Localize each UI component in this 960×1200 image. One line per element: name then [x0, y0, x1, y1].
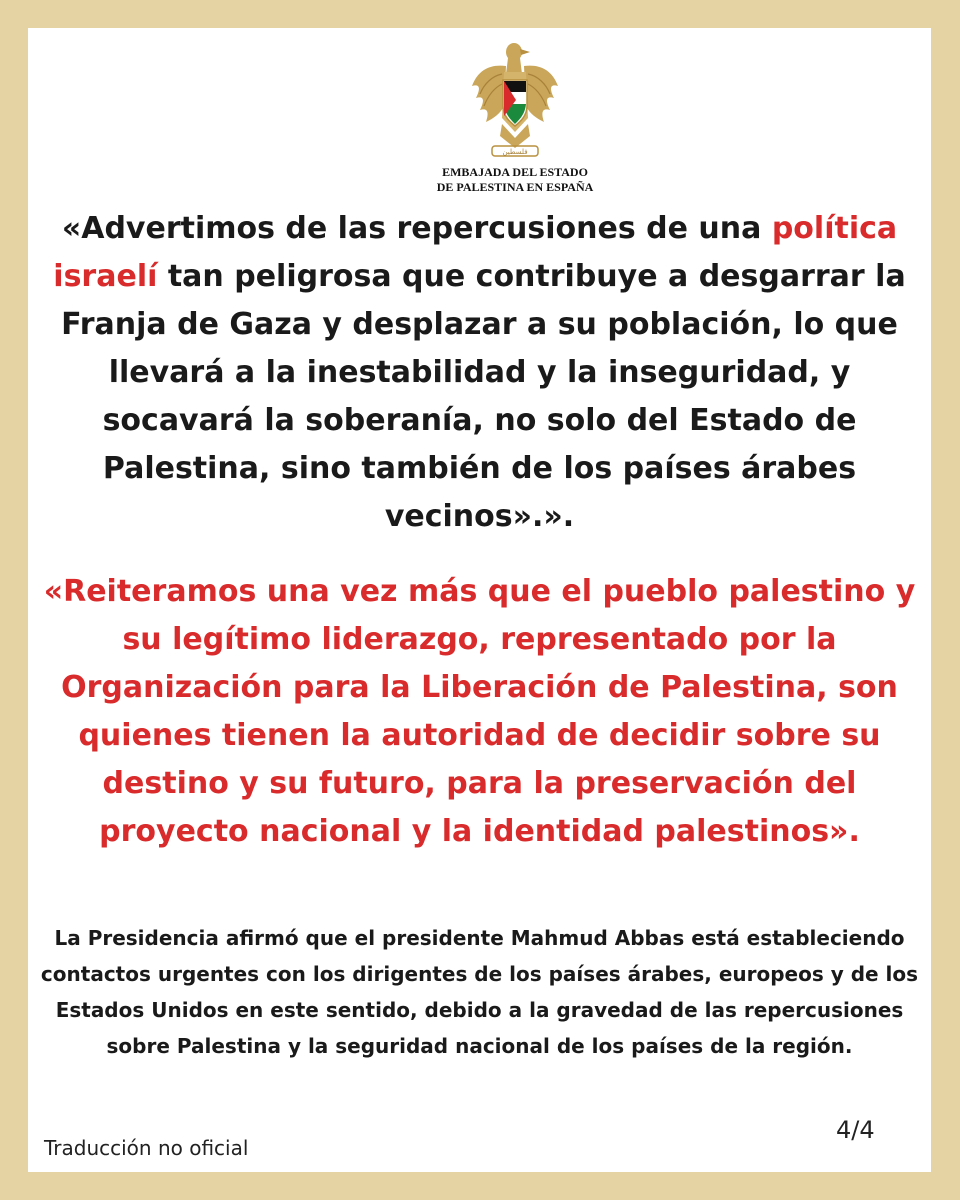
- presidency-statement: La Presidencia afirmó que el presidente Mahmud Abbas está estableciendo contactos urgentes con los dirigentes de los países árabes, europeos y de los Estados Unidos en este sentido, debido a la gravedad de las repercusiones sobre Palestina y la seguridad nacional de los países de la región.: [40, 926, 919, 1058]
- quote-warning-highlight: política israelí: [53, 211, 898, 294]
- quote-reiteration: «Reiteramos una vez más que el pueblo palestino y su legítimo liderazgo, representado por la Organización para la Liberación de Palestina, son quienes tienen la autoridad de decidir sobre su destino y su futuro, para la preservación del proyecto nacional y la identidad palestinos».: [43, 574, 916, 849]
- embassy-line-2: DE PALESTINA EN ESPAÑA: [436, 180, 594, 194]
- embassy-line-1: EMBAJADA DEL ESTADO: [442, 165, 588, 179]
- quote-warning-rest: tan peligrosa que contribuye a desgarrar la Franja de Gaza y desplazar a su población, lo que llevará a la inestabilidad y la inseguridad, y socavará la soberanía, no solo del Estado de Palestina, sino también de los países árabes vecinos».».: [61, 259, 906, 534]
- emblem-script: فلسطين: [502, 148, 528, 156]
- embassy-name: [380, 165, 650, 195]
- quote-warning: [28, 205, 931, 541]
- page-number: 4/4: [836, 1116, 875, 1144]
- translation-disclaimer: Traducción no oficial: [44, 1136, 249, 1160]
- quote-warning-open: «Advertimos de las repercusiones de una: [61, 211, 772, 246]
- eagle-of-saladin-emblem-icon: [470, 40, 560, 162]
